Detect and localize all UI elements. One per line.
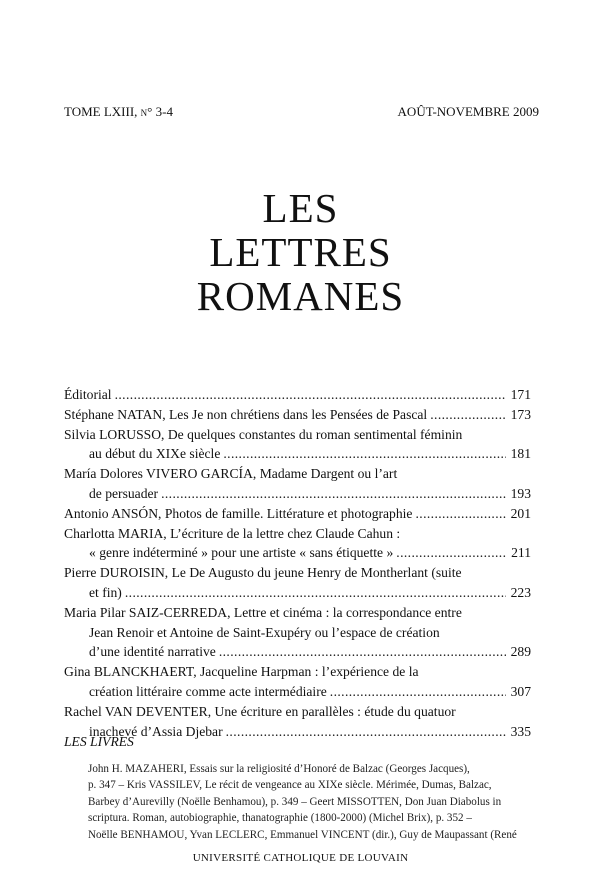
- toc-page-number: 193: [510, 485, 531, 501]
- toc-entry-text: Gina BLANCKHAERT, Jacqueline Harpman : l’expérience de la: [64, 664, 419, 680]
- title-line-2: LETTRES: [209, 229, 392, 275]
- toc-entry: [64, 524, 531, 564]
- toc-leader-dots: [396, 543, 506, 563]
- review-line: John H. MAZAHERI, Essais sur la religiosité d’Honoré de Balzac (Georges Jacques),: [88, 763, 470, 775]
- issue-date: AOÛT-NOVEMBRE 2009: [397, 104, 539, 119]
- toc-entry-text: Jean Renoir et Antoine de Saint-Exupéry ou l’espace de création: [89, 624, 440, 640]
- toc-page-number: 335: [510, 723, 531, 739]
- toc-entry: [64, 385, 531, 405]
- toc-entry: [64, 464, 531, 504]
- table-of-contents: [64, 385, 531, 741]
- toc-leader-dots: [223, 444, 506, 464]
- toc-entry-text: Stéphane NATAN, Les Je non chrétiens dans les Pensées de Pascal: [64, 406, 428, 422]
- toc-entry-text: Éditorial: [64, 387, 112, 402]
- toc-page-number: 211: [511, 545, 531, 561]
- toc-page-number: 181: [510, 446, 531, 462]
- toc-page-number: 223: [510, 584, 531, 600]
- toc-entry-text: Pierre DUROISIN, Le De Augusto du jeune Henry de Montherlant (suite: [64, 565, 462, 581]
- toc-page-number: 307: [510, 683, 531, 699]
- toc-leader-dots: [430, 405, 506, 425]
- journal-title: [0, 186, 601, 318]
- toc-page-number: 201: [510, 505, 531, 521]
- toc-page-number: 173: [510, 406, 531, 422]
- title-line-3: ROMANES: [196, 273, 405, 319]
- toc-entry: [64, 563, 531, 603]
- toc-entry-text: Maria Pilar SAIZ-CERREDA, Lettre et cinéma : la correspondance entre: [64, 604, 462, 620]
- toc-leader-dots: [161, 484, 506, 504]
- publisher-footer: UNIVERSITÉ CATHOLIQUE DE LOUVAIN: [192, 852, 409, 864]
- toc-entry-text: Charlotta MARIA, L’écriture de la lettre chez Claude Cahun :: [64, 525, 401, 541]
- title-line-1: LES: [262, 185, 339, 231]
- book-reviews-list: [88, 761, 531, 843]
- toc-entry-text: Silvia LORUSSO, De quelques constantes du roman sentimental féminin: [64, 426, 463, 442]
- toc-entry: [64, 425, 531, 465]
- toc-entry-text: Rachel VAN DEVENTER, Une écriture en parallèles : étude du quatuor: [64, 703, 456, 719]
- toc-leader-dots: [415, 504, 506, 524]
- review-line: Noëlle BENHAMOU, Yvan LECLERC, Emmanuel VINCENT (dir.), Guy de Maupassant (René: [88, 828, 517, 841]
- toc-entry-text: d’une identité narrative: [89, 644, 216, 660]
- toc-entry-text: María Dolores VIVERO GARCÍA, Madame Dargent ou l’art: [64, 466, 398, 482]
- toc-page-number: 171: [510, 387, 531, 402]
- toc-leader-dots: [226, 722, 506, 742]
- toc-entry: [64, 603, 531, 662]
- toc-leader-dots: [219, 642, 506, 662]
- toc-entry: [64, 702, 531, 742]
- toc-page-number: 289: [510, 644, 531, 660]
- toc-leader-dots: [125, 583, 506, 603]
- toc-leader-dots: [115, 385, 506, 405]
- volume-label: TOME LXIII, n° 3-4: [64, 104, 173, 119]
- toc-entry: [64, 405, 531, 425]
- review-line: scriptura. Roman, autobiographie, thanatographie (1800-2000) (Michel Brix), p. 352 –: [88, 812, 472, 825]
- journal-header: [64, 104, 539, 120]
- review-line: Barbey d’Aurevilly (Noëlle Benhamou), p. 349 – Geert MISSOTTEN, Don Juan Diabolus in: [88, 795, 502, 808]
- toc-entry-text: au début du XIXe siècle: [89, 446, 221, 462]
- toc-entry-text: de persuader: [89, 485, 159, 501]
- review-line: p. 347 – Kris VASSILEV, Le récit de vengeance au XIXe siècle. Mérimée, Dumas, Balzac,: [88, 779, 492, 792]
- toc-entry-text: et fin): [89, 584, 122, 600]
- toc-entry: [64, 504, 531, 524]
- toc-entry-text: création littéraire comme acte intermédiaire: [89, 683, 327, 699]
- toc-entry-text: « genre indéterminé » pour une artiste « sans étiquette »: [89, 545, 394, 561]
- toc-entry-text: Antonio ANSÓN, Photos de famille. Littérature et photographie: [64, 505, 413, 521]
- toc-leader-dots: [330, 682, 506, 702]
- section-heading-livres: LES LIVRES: [64, 734, 134, 749]
- toc-entry-text: inachevé d’Assia Djebar: [89, 723, 223, 739]
- toc-entry: [64, 662, 531, 702]
